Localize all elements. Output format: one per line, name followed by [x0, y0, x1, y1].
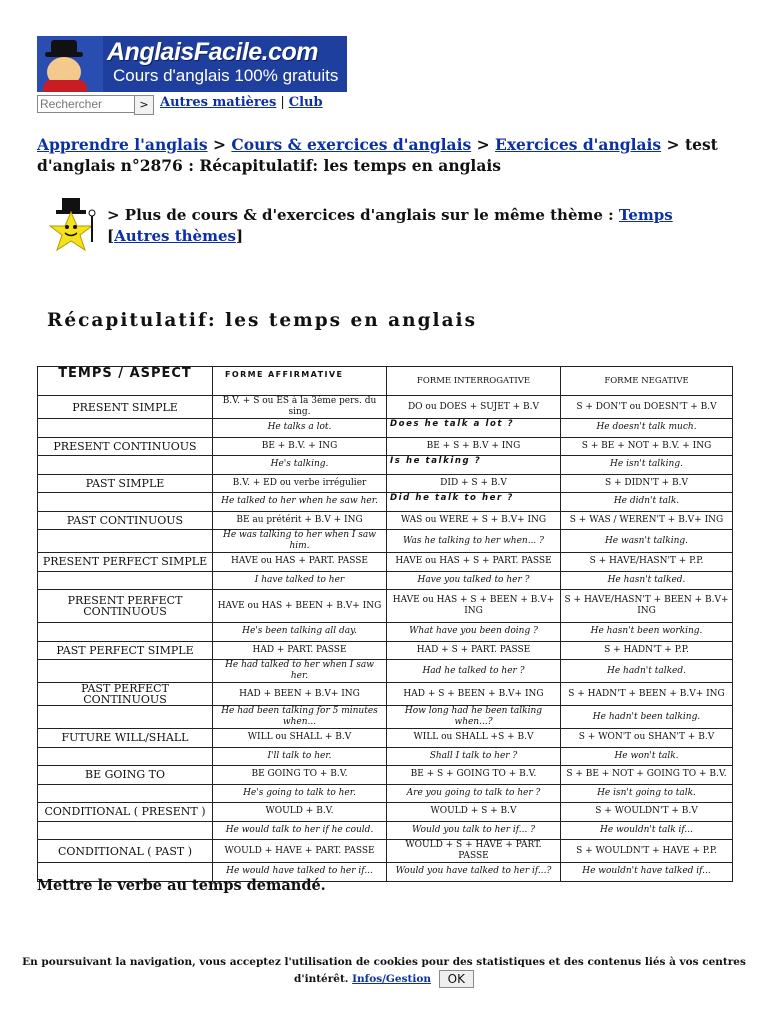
affirmative-form: B.V. + ED ou verbe irrégulier: [213, 474, 387, 493]
affirmative-form: HAD + PART. PASSE: [213, 641, 387, 660]
top-links-separator: |: [280, 95, 285, 110]
header-interrogative: FORME INTERROGATIVE: [387, 367, 561, 396]
table-row: [38, 706, 733, 729]
logo-brand-text: AnglaisFacile.com: [107, 38, 319, 66]
interrogative-example: Would you have talked to her if...?: [387, 863, 561, 882]
negative-example: He wasn't talking.: [561, 530, 733, 553]
tense-cell-empty: [38, 747, 213, 766]
table-row: [38, 530, 733, 553]
tense-name: PAST PERFECT CONTINUOUS: [38, 683, 213, 706]
negative-example: He didn't talk.: [561, 493, 733, 512]
tense-name: CONDITIONAL ( PAST ): [38, 840, 213, 863]
negative-example: He wouldn't talk if...: [561, 821, 733, 840]
tense-cell-empty: [38, 419, 213, 438]
table-row: [38, 437, 733, 456]
tense-cell-empty: [38, 530, 213, 553]
table-row: [38, 623, 733, 642]
cookie-text-line2: d'intérêt.: [294, 973, 349, 985]
header-negative: FORME NEGATIVE: [561, 367, 733, 396]
related-prefix: > Plus de cours & d'exercices d'anglais sur le même thème :: [107, 206, 614, 224]
interrogative-form: DO ou DOES + SUJET + B.V: [387, 396, 561, 419]
interrogative-example: Does he talk a lot ?: [387, 419, 561, 438]
tense-cell-empty: [38, 456, 213, 475]
breadcrumb-item-exercises[interactable]: Exercices d'anglais: [495, 135, 662, 154]
breadcrumb-item-courses[interactable]: Cours & exercices d'anglais: [231, 135, 472, 154]
interrogative-form: HAVE ou HAS + S + BEEN + B.V+ ING: [387, 590, 561, 623]
top-links: [160, 95, 323, 110]
search-go-button[interactable]: >: [134, 95, 154, 115]
interrogative-example: Shall I talk to her ?: [387, 747, 561, 766]
interrogative-form: HAD + S + BEEN + B.V+ ING: [387, 683, 561, 706]
interrogative-form: BE + S + GOING TO + B.V.: [387, 766, 561, 785]
other-themes-link[interactable]: Autres thèmes: [114, 227, 236, 245]
mascot-icon: [37, 36, 103, 92]
negative-example: He isn't talking.: [561, 456, 733, 475]
interrogative-form: HAVE ou HAS + S + PART. PASSE: [387, 553, 561, 572]
interrogative-form: DID + S + B.V: [387, 474, 561, 493]
breadcrumb-separator: >: [213, 135, 226, 154]
table-row: [38, 553, 733, 572]
negative-form: S + WON'T ou SHAN'T + B.V: [561, 729, 733, 748]
table-row: [38, 511, 733, 530]
affirmative-example: I'll talk to her.: [213, 747, 387, 766]
table-row: [38, 456, 733, 475]
tenses-table: [37, 366, 733, 882]
tense-name: CONDITIONAL ( PRESENT ): [38, 803, 213, 822]
header-tense-aspect: TEMPS / ASPECT: [38, 367, 213, 396]
affirmative-example: He talks a lot.: [213, 419, 387, 438]
tense-name: PAST SIMPLE: [38, 474, 213, 493]
affirmative-form: HAVE ou HAS + PART. PASSE: [213, 553, 387, 572]
tense-name: PRESENT CONTINUOUS: [38, 437, 213, 456]
interrogative-form: WOULD + S + B.V: [387, 803, 561, 822]
affirmative-example: I have talked to her: [213, 571, 387, 590]
logo-tagline: Cours d'anglais 100% gratuits: [113, 66, 339, 85]
breadcrumb-item-learn[interactable]: Apprendre l'anglais: [37, 135, 208, 154]
affirmative-form: HAD + BEEN + B.V+ ING: [213, 683, 387, 706]
interrogative-form: BE + S + B.V + ING: [387, 437, 561, 456]
negative-form: S + HAVE/HASN'T + P.P.: [561, 553, 733, 572]
affirmative-example: He would have talked to her if...: [213, 863, 387, 882]
table-header-row: [38, 367, 733, 396]
tense-name: BE GOING TO: [38, 766, 213, 785]
table-row: [38, 821, 733, 840]
table-row: [38, 474, 733, 493]
interrogative-form: WILL ou SHALL +S + B.V: [387, 729, 561, 748]
negative-example: He hadn't talked.: [561, 660, 733, 683]
breadcrumb-current: test d'anglais n°2876 : Récapitulatif: les temps en anglais: [37, 135, 718, 175]
table-row: [38, 729, 733, 748]
breadcrumb: [37, 134, 737, 176]
affirmative-form: WOULD + HAVE + PART. PASSE: [213, 840, 387, 863]
affirmative-form: BE au prétérit + B.V + ING: [213, 511, 387, 530]
negative-form: S + DON'T ou DOESN'T + B.V: [561, 396, 733, 419]
negative-example: He won't talk.: [561, 747, 733, 766]
affirmative-form: B.V. + S ou ES à la 3ème pers. du sing.: [213, 396, 387, 419]
breadcrumb-separator: >: [666, 135, 680, 154]
interrogative-form: HAD + S + PART. PASSE: [387, 641, 561, 660]
tense-name: PRESENT SIMPLE: [38, 396, 213, 419]
cookie-banner: [0, 954, 768, 988]
interrogative-example: How long had he been talking when...?: [387, 706, 561, 729]
exercise-instruction: Mettre le verbe au temps demandé.: [37, 877, 326, 894]
interrogative-example: Had he talked to her ?: [387, 660, 561, 683]
interrogative-example: What have you been doing ?: [387, 623, 561, 642]
star-mascot-icon: [42, 196, 102, 258]
open-bracket: [: [107, 227, 115, 245]
table-row: [38, 660, 733, 683]
table-row: [38, 840, 733, 863]
affirmative-example: He was talking to her when I saw him.: [213, 530, 387, 553]
tense-cell-empty: [38, 706, 213, 729]
table-row: [38, 683, 733, 706]
table-row: [38, 641, 733, 660]
tense-cell-empty: [38, 623, 213, 642]
interrogative-example: Are you going to talk to her ?: [387, 784, 561, 803]
affirmative-example: He's talking.: [213, 456, 387, 475]
other-subjects-link[interactable]: Autres matières: [160, 95, 277, 110]
negative-form: S + WOULDN'T + HAVE + P.P.: [561, 840, 733, 863]
negative-form: S + WOULDN'T + B.V: [561, 803, 733, 822]
tense-name: PAST CONTINUOUS: [38, 511, 213, 530]
affirmative-form: WILL ou SHALL + B.V: [213, 729, 387, 748]
table-row: [38, 784, 733, 803]
affirmative-form: BE + B.V. + ING: [213, 437, 387, 456]
page-title: Récapitulatif: les temps en anglais: [47, 310, 478, 331]
interrogative-example: Is he talking ?: [387, 456, 561, 475]
interrogative-example: Was he talking to her when... ?: [387, 530, 561, 553]
tense-name: PAST PERFECT SIMPLE: [38, 641, 213, 660]
negative-example: He wouldn't have talked if...: [561, 863, 733, 882]
table-row: [38, 766, 733, 785]
table-row: [38, 571, 733, 590]
cookie-ok-button[interactable]: OK: [439, 970, 474, 988]
tense-cell-empty: [38, 493, 213, 512]
negative-form: S + BE + NOT + B.V. + ING: [561, 437, 733, 456]
cookie-text-line1: En poursuivant la navigation, vous acceptez l'utilisation de cookies pour des statistiques et des contenus liés à vos centres: [22, 956, 746, 968]
affirmative-example: He talked to her when he saw her.: [213, 493, 387, 512]
interrogative-example: Would you talk to her if... ?: [387, 821, 561, 840]
tense-cell-empty: [38, 821, 213, 840]
negative-example: He doesn't talk much.: [561, 419, 733, 438]
table-row: [38, 803, 733, 822]
tense-name: FUTURE WILL/SHALL: [38, 729, 213, 748]
negative-form: S + DIDN'T + B.V: [561, 474, 733, 493]
negative-form: S + HADN'T + BEEN + B.V+ ING: [561, 683, 733, 706]
negative-example: He hasn't been working.: [561, 623, 733, 642]
header-affirmative: FORME AFFIRMATIVE: [213, 367, 387, 396]
interrogative-form: WAS ou WERE + S + B.V+ ING: [387, 511, 561, 530]
tense-name: PRESENT PERFECT CONTINUOUS: [38, 590, 213, 623]
site-logo[interactable]: [37, 36, 347, 92]
tense-cell-empty: [38, 660, 213, 683]
tense-cell-empty: [38, 784, 213, 803]
negative-example: He hasn't talked.: [561, 571, 733, 590]
breadcrumb-separator: >: [476, 135, 490, 154]
negative-form: S + WAS / WEREN'T + B.V+ ING: [561, 511, 733, 530]
cookie-info-link[interactable]: Infos/Gestion: [352, 973, 431, 985]
affirmative-example: He would talk to her if he could.: [213, 821, 387, 840]
table-row: [38, 396, 733, 419]
table-row: [38, 747, 733, 766]
close-bracket: ]: [235, 227, 244, 245]
negative-form: S + BE + NOT + GOING TO + B.V.: [561, 766, 733, 785]
table-row: [38, 590, 733, 623]
interrogative-example: Did he talk to her ?: [387, 493, 561, 512]
affirmative-form: HAVE ou HAS + BEEN + B.V+ ING: [213, 590, 387, 623]
table-row: [38, 493, 733, 512]
negative-form: S + HAVE/HASN'T + BEEN + B.V+ ING: [561, 590, 733, 623]
tense-name: PRESENT PERFECT SIMPLE: [38, 553, 213, 572]
search-input[interactable]: [37, 95, 137, 113]
club-link[interactable]: Club: [288, 95, 323, 110]
affirmative-example: He's been talking all day.: [213, 623, 387, 642]
negative-example: He isn't going to talk.: [561, 784, 733, 803]
tense-cell-empty: [38, 571, 213, 590]
negative-example: He hadn't been talking.: [561, 706, 733, 729]
affirmative-form: BE GOING TO + B.V.: [213, 766, 387, 785]
affirmative-example: He had talked to her when I saw her.: [213, 660, 387, 683]
interrogative-form: WOULD + S + HAVE + PART. PASSE: [387, 840, 561, 863]
theme-link-temps[interactable]: Temps: [618, 206, 673, 224]
table-row: [38, 419, 733, 438]
related-themes: [107, 205, 727, 247]
interrogative-example: Have you talked to her ?: [387, 571, 561, 590]
affirmative-form: WOULD + B.V.: [213, 803, 387, 822]
affirmative-example: He's going to talk to her.: [213, 784, 387, 803]
affirmative-example: He had been talking for 5 minutes when...: [213, 706, 387, 729]
negative-form: S + HADN'T + P.P.: [561, 641, 733, 660]
